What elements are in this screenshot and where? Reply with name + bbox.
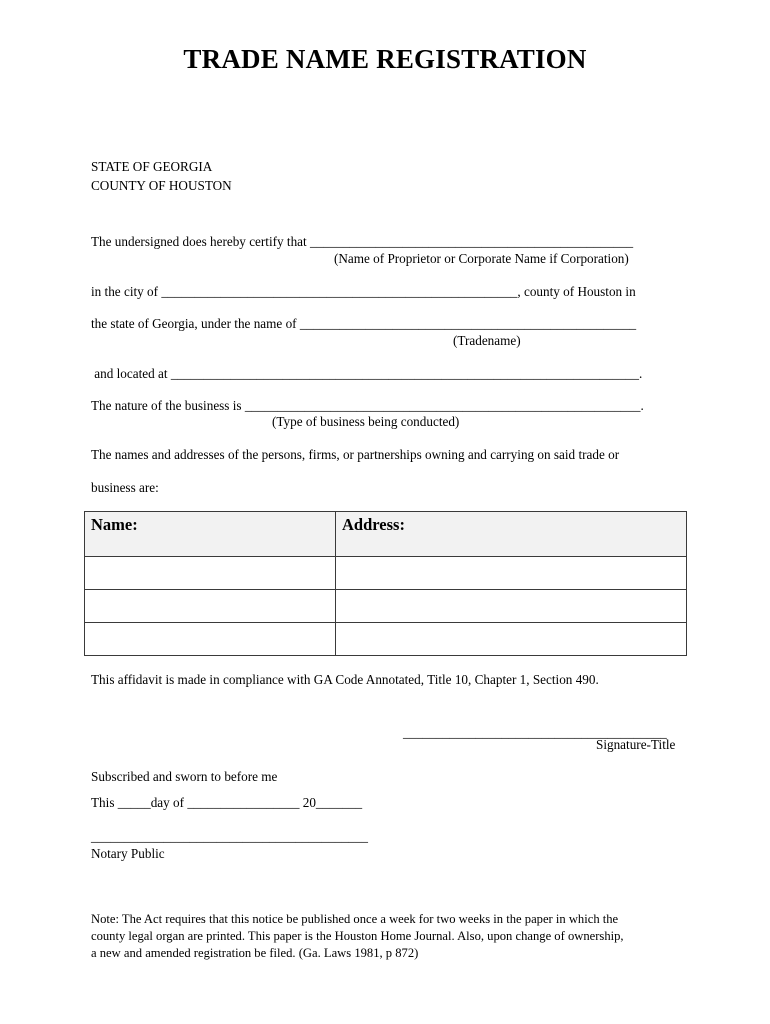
name-column-header: Name:: [85, 512, 336, 557]
tradename-line: the state of Georgia, under the name of ___________________________________________________: [91, 316, 637, 331]
certify-line: The undersigned does hereby certify that _________________________________________________: [91, 234, 634, 249]
signature-line: ________________________________________: [403, 725, 667, 740]
note-line-3: a new and amended registration be filed. (Ga. Laws 1981, p 872): [91, 946, 419, 960]
located-line: and located at _______________________________________________________________________.: [91, 366, 643, 381]
names-intro-line-1: The names and addresses of the persons, firms, or partnerships owning and carrying on said trade or: [91, 447, 620, 462]
compliance-statement: This affidavit is made in compliance with GA Code Annotated, Title 10, Chapter 1, Section 490.: [91, 672, 599, 687]
note-line-1: Note: The Act requires that this notice be published once a week for two weeks in the paper in which the: [91, 912, 619, 926]
tradename-caption: (Tradename): [453, 333, 521, 348]
table-row: [85, 590, 687, 623]
address-column-header: Address:: [336, 512, 687, 557]
signature-label: Signature-Title: [596, 737, 676, 752]
owners-table: [84, 511, 687, 656]
table-header-row: [85, 512, 687, 557]
proprietor-caption: (Name of Proprietor or Corporate Name if Corporation): [334, 251, 629, 266]
nature-line: The nature of the business is ____________________________________________________________.: [91, 398, 644, 413]
address-cell: [336, 623, 687, 656]
address-cell: [336, 557, 687, 590]
subscribed-line: Subscribed and sworn to before me: [91, 769, 278, 784]
form-title: TRADE NAME REGISTRATION: [183, 44, 587, 74]
state-line: STATE OF GEORGIA: [91, 159, 213, 174]
note-line-2: county legal organ are printed. This paper is the Houston Home Journal. Also, upon change of ownership,: [91, 929, 624, 943]
table-row: [85, 557, 687, 590]
name-cell: [85, 557, 336, 590]
city-line: in the city of ______________________________________________________, county of Houston in: [91, 284, 636, 299]
this-day-line: This _____day of _________________ 20_______: [91, 795, 363, 810]
table-row: [85, 623, 687, 656]
name-cell: [85, 590, 336, 623]
name-cell: [85, 623, 336, 656]
notary-signature-line: __________________________________________: [91, 829, 368, 844]
notary-label: Notary Public: [91, 846, 165, 861]
nature-caption: (Type of business being conducted): [272, 414, 460, 429]
county-line: COUNTY OF HOUSTON: [91, 178, 232, 193]
address-cell: [336, 590, 687, 623]
names-intro-line-2: business are:: [91, 480, 159, 495]
